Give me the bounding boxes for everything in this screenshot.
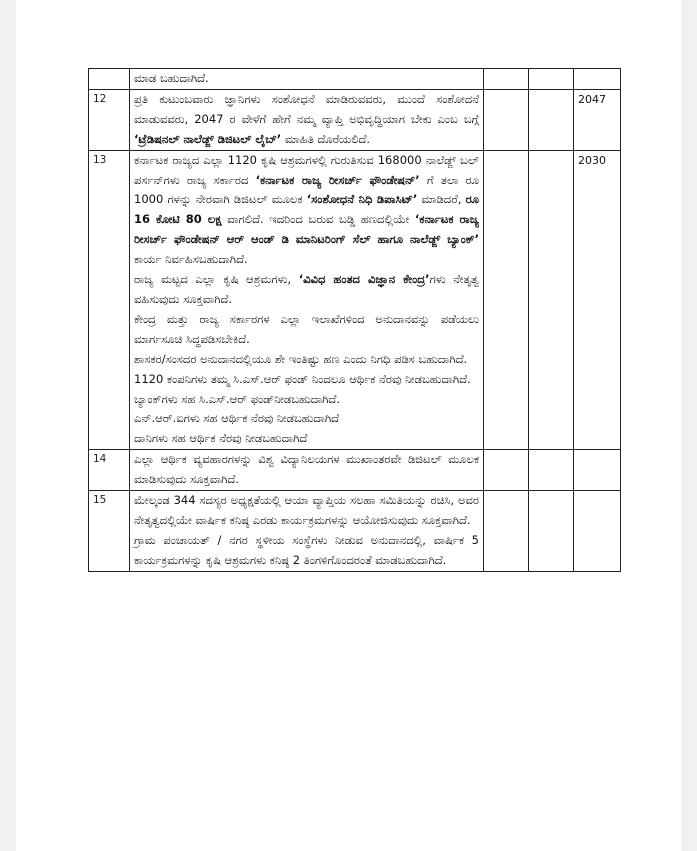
text-run: ರಾಜ್ಯ ಮಟ್ಟದ ಎಲ್ಲಾ ಕೃಷಿ ಆಶ್ರಮಗಳು, — [134, 272, 299, 287]
empty-cell — [484, 491, 529, 572]
document-page — [16, 0, 681, 851]
serial-number-cell: 13 — [89, 150, 130, 450]
empty-cell — [484, 69, 529, 90]
empty-cell — [484, 89, 529, 150]
text-run: ಎಲ್ಲಾ ಆರ್ಥಿಕ ವ್ಯವಹಾರಗಳನ್ನು ವಿಶ್ವ ವಿದ್ಯಾನಿಲಯಗಳ ಮುಖಾಂತರವೇ ಡಿಜಿಟಲ್ ಮೂಲಕ ಮಾಡಿಸುವುದು ಸೂಕ್ತವಾಗಿದೆ. — [134, 452, 479, 487]
table-row — [89, 491, 621, 572]
empty-cell — [529, 89, 574, 150]
target-year-cell — [574, 69, 621, 90]
table-row — [89, 150, 621, 450]
text-run: ಮಾಡ ಬಹುದಾಗಿದೆ. — [134, 71, 209, 85]
empty-cell — [484, 150, 529, 450]
text-run: ಕಾರ್ಯ ನಿರ್ವಹಿಸಬಹುದಾಗಿದೆ. — [134, 252, 248, 267]
text-run: 1120 ಕಂಪನಿಗಳು ತಮ್ಮ ಸಿ.ಎಸ್.ಆರ್ ಫಂಡ್ ನಿಂದಲೂ ಆರ್ಥಿಕ ನೆರವು ನೀಡಬಹುದಾಗಿದೆ. — [134, 371, 471, 386]
description-paragraph — [134, 350, 479, 370]
text-run: ಬ್ಯಾಂಕ್‌ಗಳು ಸಹ ಸಿ.ಎಸ್.ಆರ್ ಫಂಡ್‌ನೀಡಬಹುದಾಗಿದೆ. — [134, 391, 340, 406]
text-run: ವಾಗಲಿದೆ. ಇದರಿಂದ ಬರುವ ಬಡ್ಡಿ ಹಣದಲ್ಲಿಯೇ — [221, 212, 415, 227]
description-paragraph — [134, 491, 479, 531]
text-run: ಕೇಂದ್ರ ಮತ್ತು ರಾಜ್ಯ ಸರ್ಕಾರಗಳ ಎಲ್ಲಾ ಇಲಾಖೆಗಳಿಂದ ಅನುದಾನವನ್ನು ಪಡೆಯಲು ಮಾರ್ಗಸೂಚಿ ಸಿದ್ಧಪಡಿಸಬೇಕಿದೆ. — [134, 311, 479, 346]
emphasized-text: ‘ಕರ್ನಾಟಕ ರಾಜ್ಯ ರೀಸರ್ಚ್ ಫೌಂಡೇಷನ್ ಆರ್ ಆಂಡ್ ಡಿ ಮಾನಿಟರಿಂಗ್ ಸೆಲ್ ಹಾಗೂ ನಾಲೆಡ್ಜ್ ಬ್ಯಾಂಕ್’ — [134, 212, 479, 247]
serial-number-cell: 12 — [89, 89, 130, 150]
text-run: ಎನ್.ಆರ್.ಐಗಳು ಸಹ ಆರ್ಥಿಕ ನೆರವು ನೀಡಬಹುದಾಗಿದೆ — [134, 411, 340, 426]
empty-cell — [484, 450, 529, 491]
serial-number-cell: 14 — [89, 450, 130, 491]
table-row — [89, 450, 621, 491]
text-run: ದಾನಿಗಳು ಸಹ ಆರ್ಥಿಕ ನೆರವು ನೀಡಬಹುದಾಗಿದೆ — [134, 431, 308, 446]
text-run: ಮಾಹಿತಿ ದೊರೆಯಲಿದೆ. — [281, 131, 371, 146]
description-paragraph — [134, 310, 479, 350]
description-paragraph — [134, 531, 479, 571]
text-run: ಶಾಸಕರ/ಸಂಸದರ ಅನುದಾನದಲ್ಲಿಯೂ ಶೇ ಇಂತಿಷ್ಟು ಹಣ ಎಂದು ನಿಗಧಿ ಪಡಿಸ ಬಹುದಾಗಿದೆ. — [134, 351, 468, 366]
text-run: ಪ್ರತಿ ಕುಟುಂಬವಾರು ಜ್ಞಾನಿಗಳು ಸಂಶೋಧನೆ ಮಾಡಿರುವವರು, ಮುಂದೆ ಸಂಶೋದನೆ ಮಾಡುವವರು, 2047 ರ ವೇಳೆಗೆ ಹೇಗೆ ನಮ್ಮ ವ್ಯಾಪ್ತಿ ಅಭಿವೃದ್ಧಿಯಾಗ ಬೇಕು ಎಂಬ ಬಗ್ಗೆ — [134, 91, 479, 126]
description-paragraph — [134, 429, 479, 449]
text-run: ಮೇಲ್ಕಂಡ 344 ಸದಸ್ಯರ ಅಧ್ಯಕ್ಷತೆಯಲ್ಲಿ ಆಯಾ ವ್ಯಾಪ್ತಿಯ ಸಲಹಾ ಸಮಿತಿಯನ್ನು ರಚಿಸಿ, ಅವರ ನೇತೃತ್ವದಲ್ಲಿಯೇ ವಾರ್ಷಿಕ ಕನಿಷ್ಠ ಎರಡು ಕಾರ್ಯಕ್ರಮಗಳನ್ನು ಆಯೋಜಿಸುವುದು ಸೂಕ್ತವಾಗಿದೆ. — [134, 493, 479, 527]
emphasized-text: ರೂ 16 ಕೋಟಿ 80 ಲಕ್ಷ — [134, 192, 479, 227]
description-paragraph — [134, 409, 479, 429]
description-paragraph — [134, 69, 479, 89]
empty-cell — [529, 491, 574, 572]
description-cell — [130, 450, 484, 491]
description-cell — [130, 89, 484, 150]
target-year-cell: 2030 — [574, 150, 621, 450]
description-paragraph — [134, 390, 479, 410]
description-paragraph — [134, 270, 479, 310]
description-cell — [130, 150, 484, 450]
target-year-cell — [574, 450, 621, 491]
action-plan-table — [88, 68, 621, 572]
table-body — [89, 69, 621, 572]
emphasized-text: ‘ಕರ್ನಾಟಕ ರಾಜ್ಯ ರೀಸರ್ಚ್ ಫೌಂಡೇಷನ್’ — [255, 172, 420, 187]
description-paragraph — [134, 151, 479, 270]
emphasized-text: ‘ವಿವಿಧ ಹಂತದ ವಿಜ್ಞಾನ ಕೇಂದ್ರ’ — [298, 272, 430, 287]
table-row — [89, 89, 621, 150]
text-run: ಗೆ ತಲಾ ರೂ 1000 ಗಳನ್ನು ನೇರವಾಗಿ ಡಿಜಿಟಲ್ ಮೂಲಕ — [134, 172, 479, 207]
description-paragraph — [134, 450, 479, 490]
table-row — [89, 69, 621, 90]
target-year-cell: 2047 — [574, 89, 621, 150]
emphasized-text: ‘ಟ್ರೆಡಿಷನಲ್ ನಾಲೆಡ್ಜ್ ಡಿಜಿಟಲ್ ಲೈಬ್’ — [134, 131, 282, 146]
empty-cell — [529, 450, 574, 491]
text-run: ಕರ್ನಾಟಕ ರಾಜ್ಯದ ಎಲ್ಲಾ 1120 ಕೃಷಿ ಆಶ್ರಮಗಳಲ್ಲಿ ಗುರುತಿಸುವ 168000 ನಾಲೆಡ್ಜ್ ಬಲ್ ಪರ್ಸನ್‌ಗಳು ರಾಜ್ಯ ಸರ್ಕಾರದ — [134, 152, 479, 187]
text-run: ಗ್ರಾಮ ಪಂಚಾಯತ್ / ನಗರ ಸ್ಥಳೀಯ ಸಂಸ್ಥೆಗಳು ನೀಡುವ ಅನುದಾನದಲ್ಲಿ, ವಾರ್ಷಿಕ 5 ಕಾರ್ಯಕ್ರಮಗಳನ್ನು ಕೃಷಿ ಆಶ್ರಮಗಳು ಕನಿಷ್ಠ 2 ತಿಂಗಳಿಗೊಂದರಂತೆ ಮಾಡಬಹುದಾಗಿದೆ. — [134, 532, 479, 567]
empty-cell — [529, 150, 574, 450]
description-cell — [130, 69, 484, 90]
description-paragraph — [134, 370, 479, 390]
target-year-cell — [574, 491, 621, 572]
emphasized-text: ‘ಸಂಶೋಧನೆ ನಿಧಿ ಡಿಪಾಸಿಟ್’ — [306, 192, 418, 207]
text-run: ಗಳು ನೇತೃತ್ವ ವಹಿಸುವುದು ಸೂಕ್ತವಾಗಿದೆ. — [134, 272, 479, 306]
text-run: ಮಾಡಿದರೆ, — [417, 192, 466, 207]
empty-cell — [529, 69, 574, 90]
serial-number-cell: 15 — [89, 491, 130, 572]
description-paragraph — [134, 90, 479, 150]
description-cell — [130, 491, 484, 572]
serial-number-cell — [89, 69, 130, 90]
